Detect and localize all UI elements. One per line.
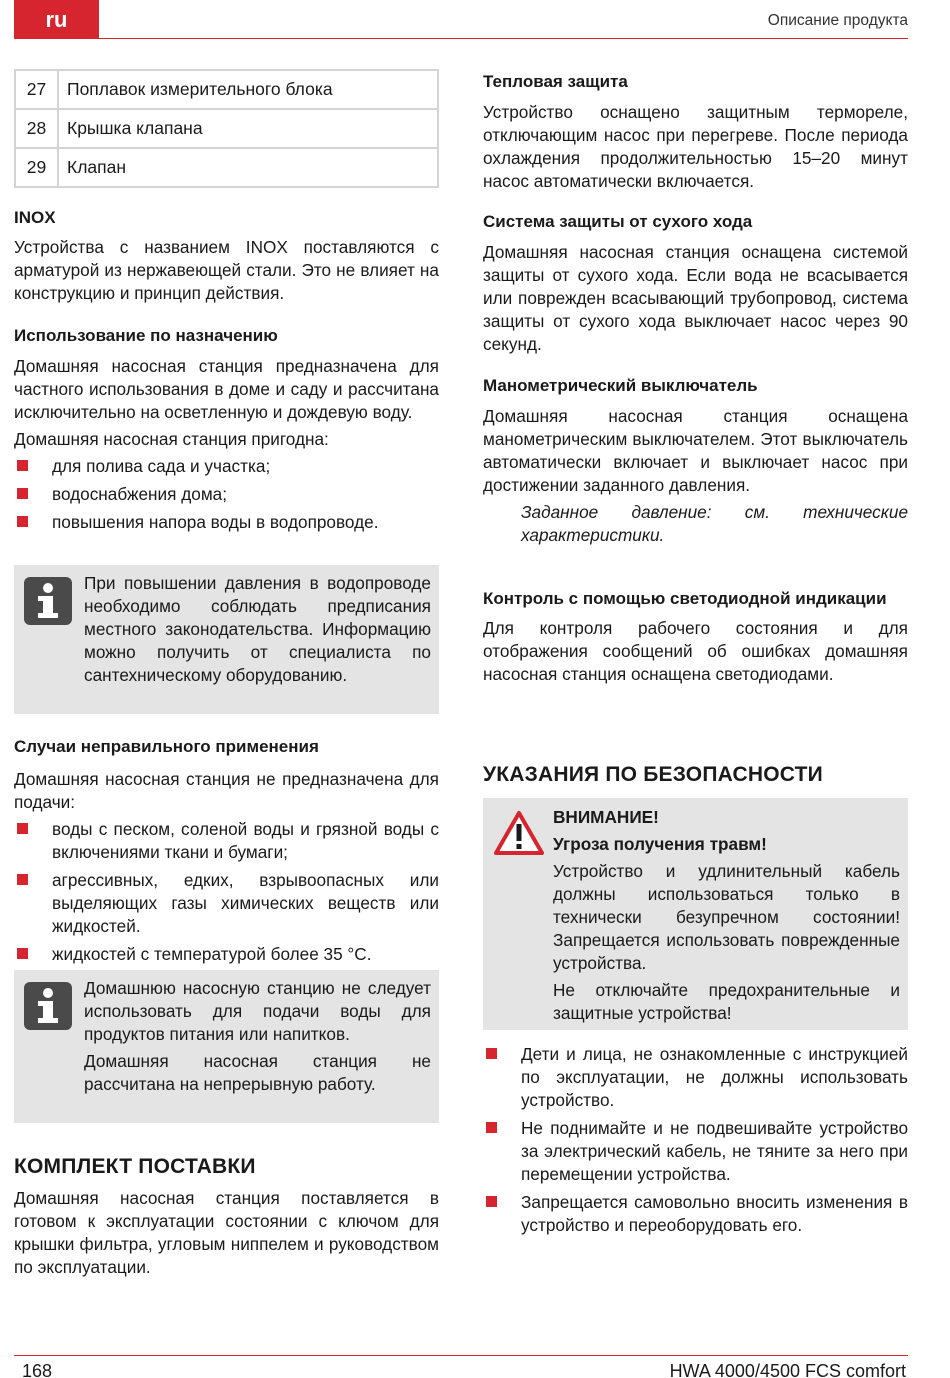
led-heading: Контроль с помощью светодиодной индикации — [483, 589, 887, 608]
list-item: Не поднимайте и не подвешивайте устройство за электрический кабель, не тяните за него при перемещении устройства. — [483, 1117, 908, 1186]
list-item: повышения напора воды в водопроводе. — [14, 511, 439, 534]
safety-list-section — [483, 1039, 908, 1242]
list-item: Запрещается самовольно вносить изменения в устройство и переоборудовать его. — [483, 1191, 908, 1237]
intended-use-text: Домашняя насосная станция предназначена для частного использования в доме и саду и рассчитана исключительно на осветленную и дождевую воду. — [14, 356, 439, 422]
table-row — [15, 148, 438, 187]
page-number: 168 — [22, 1361, 53, 1378]
bullet-icon — [486, 1196, 497, 1207]
warning-title: ВНИМАНИЕ! — [553, 807, 659, 827]
intended-use-heading: Использование по назначению — [14, 326, 278, 345]
intended-use-section — [14, 324, 439, 539]
footer-rule — [14, 1355, 908, 1356]
bullet-icon — [486, 1048, 497, 1059]
section-title: Описание продукта — [767, 12, 908, 29]
warning-box — [483, 798, 908, 1030]
pressure-switch-text: Домашняя насосная станция оснащена манометрическим выключателем. Этот выключатель автоматически включает и выключает насос при достижении заданного давления. — [483, 406, 908, 495]
bullet-icon — [17, 874, 28, 885]
delivery-heading: КОМПЛЕКТ ПОСТАВКИ — [14, 1155, 256, 1178]
list-item: водоснабжения дома; — [14, 483, 439, 506]
pressure-reference: Заданное давление: см. технические характеристики. — [521, 502, 908, 545]
dry-run-text: Домашняя насосная станция оснащена системой защиты от сухого хода. Если вода не всасывается или поврежден всасывающий трубопровод, система защиты от сухого хода выключает насос через 90 секунд. — [483, 242, 908, 354]
model-name: HWA 4000/4500 FCS comfort — [669, 1361, 906, 1378]
warning-text: Устройство и удлинительный кабель должны использоваться только в технически безупречном состоянии! Запрещается использовать поврежденные устройства. — [553, 861, 900, 973]
list-item: Дети и лица, не ознакомленные с инструкцией по эксплуатации, не должны использовать устройство. — [483, 1043, 908, 1112]
header-rule — [14, 38, 908, 39]
delivery-text: Домашняя насосная станция поставляется в готовом к эксплуатации состоянии с ключом для крышки фильтра, угловым ниппелем и руководством по эксплуатации. — [14, 1188, 439, 1277]
bullet-icon — [17, 516, 28, 527]
safety-list — [483, 1043, 908, 1237]
inox-text: Устройства с названием INOX поставляются с арматурой из нержавеющей стали. Это не влияет на конструкцию и принцип действия. — [14, 237, 439, 303]
part-name: Клапан — [58, 148, 438, 187]
list-item: жидкостей с температурой более 35 °C. — [14, 943, 439, 966]
bullet-icon — [17, 460, 28, 471]
inox-section — [14, 206, 439, 305]
dry-run-heading: Система защиты от сухого хода — [483, 212, 753, 231]
inox-heading: INOX — [14, 208, 56, 227]
safety-heading: УКАЗАНИЯ ПО БЕЗОПАСНОСТИ — [483, 763, 823, 786]
info-note-text-2: Домашняя насосная станция не рассчитана на непрерывную работу. — [84, 1051, 431, 1094]
info-note-text: Домашнюю насосную станцию не следует использовать для подачи воды для продуктов питания или напитков. — [84, 978, 431, 1044]
info-note-1 — [14, 565, 439, 714]
warning-triangle-icon — [493, 810, 545, 856]
intended-use-list — [14, 455, 439, 534]
info-note-text: При повышении давления в водопроводе необходимо соблюдать предписания местного законодательства. Информацию можно получить от специалиста по сантехническому оборудованию. — [84, 573, 431, 685]
bullet-icon — [17, 823, 28, 834]
pressure-switch-heading: Манометрический выключатель — [483, 376, 758, 395]
info-note-2 — [14, 970, 439, 1123]
thermal-text: Устройство оснащено защитным термореле, отключающим насос при перегреве. После периода охлаждения продолжительностью 15–20 минут насос автоматически включается. — [483, 102, 908, 191]
info-icon — [24, 577, 72, 625]
pressure-switch-section — [483, 374, 908, 547]
info-icon — [24, 982, 72, 1030]
safety-section — [483, 763, 908, 786]
bullet-icon — [17, 948, 28, 959]
part-number: 27 — [15, 70, 58, 109]
misuse-section — [14, 735, 439, 971]
misuse-heading: Случаи неправильного применения — [14, 737, 319, 756]
warning-subtitle: Угроза получения травм! — [553, 834, 767, 854]
list-item: воды с песком, соленой воды и грязной воды с включениями ткани и бумаги; — [14, 818, 439, 864]
part-name: Поплавок измерительного блока — [58, 70, 438, 109]
list-item: агрессивных, едких, взрывоопасных или выделяющих газы химических веществ или жидкостей. — [14, 869, 439, 938]
parts-table — [14, 69, 439, 188]
language-tab: ru — [14, 0, 99, 39]
part-number: 29 — [15, 148, 58, 187]
bullet-icon — [486, 1122, 497, 1133]
led-text: Для контроля рабочего состояния и для отображения сообщений об ошибках домашняя насосная станция оснащена светодиодами. — [483, 618, 908, 684]
misuse-text: Домашняя насосная станция не предназначена для подачи: — [14, 769, 439, 812]
led-section — [483, 587, 908, 686]
table-row — [15, 70, 438, 109]
part-name: Крышка клапана — [58, 109, 438, 148]
bullet-icon — [17, 488, 28, 499]
thermal-section — [483, 70, 908, 193]
table-row — [15, 109, 438, 148]
list-item: для полива сада и участка; — [14, 455, 439, 478]
warning-text-2: Не отключайте предохранительные и защитные устройства! — [553, 980, 900, 1023]
thermal-heading: Тепловая защита — [483, 72, 628, 91]
delivery-section — [14, 1155, 439, 1279]
dry-run-section — [483, 210, 908, 356]
part-number: 28 — [15, 109, 58, 148]
intended-use-text-2: Домашняя насосная станция пригодна: — [14, 429, 329, 449]
misuse-list — [14, 818, 439, 966]
